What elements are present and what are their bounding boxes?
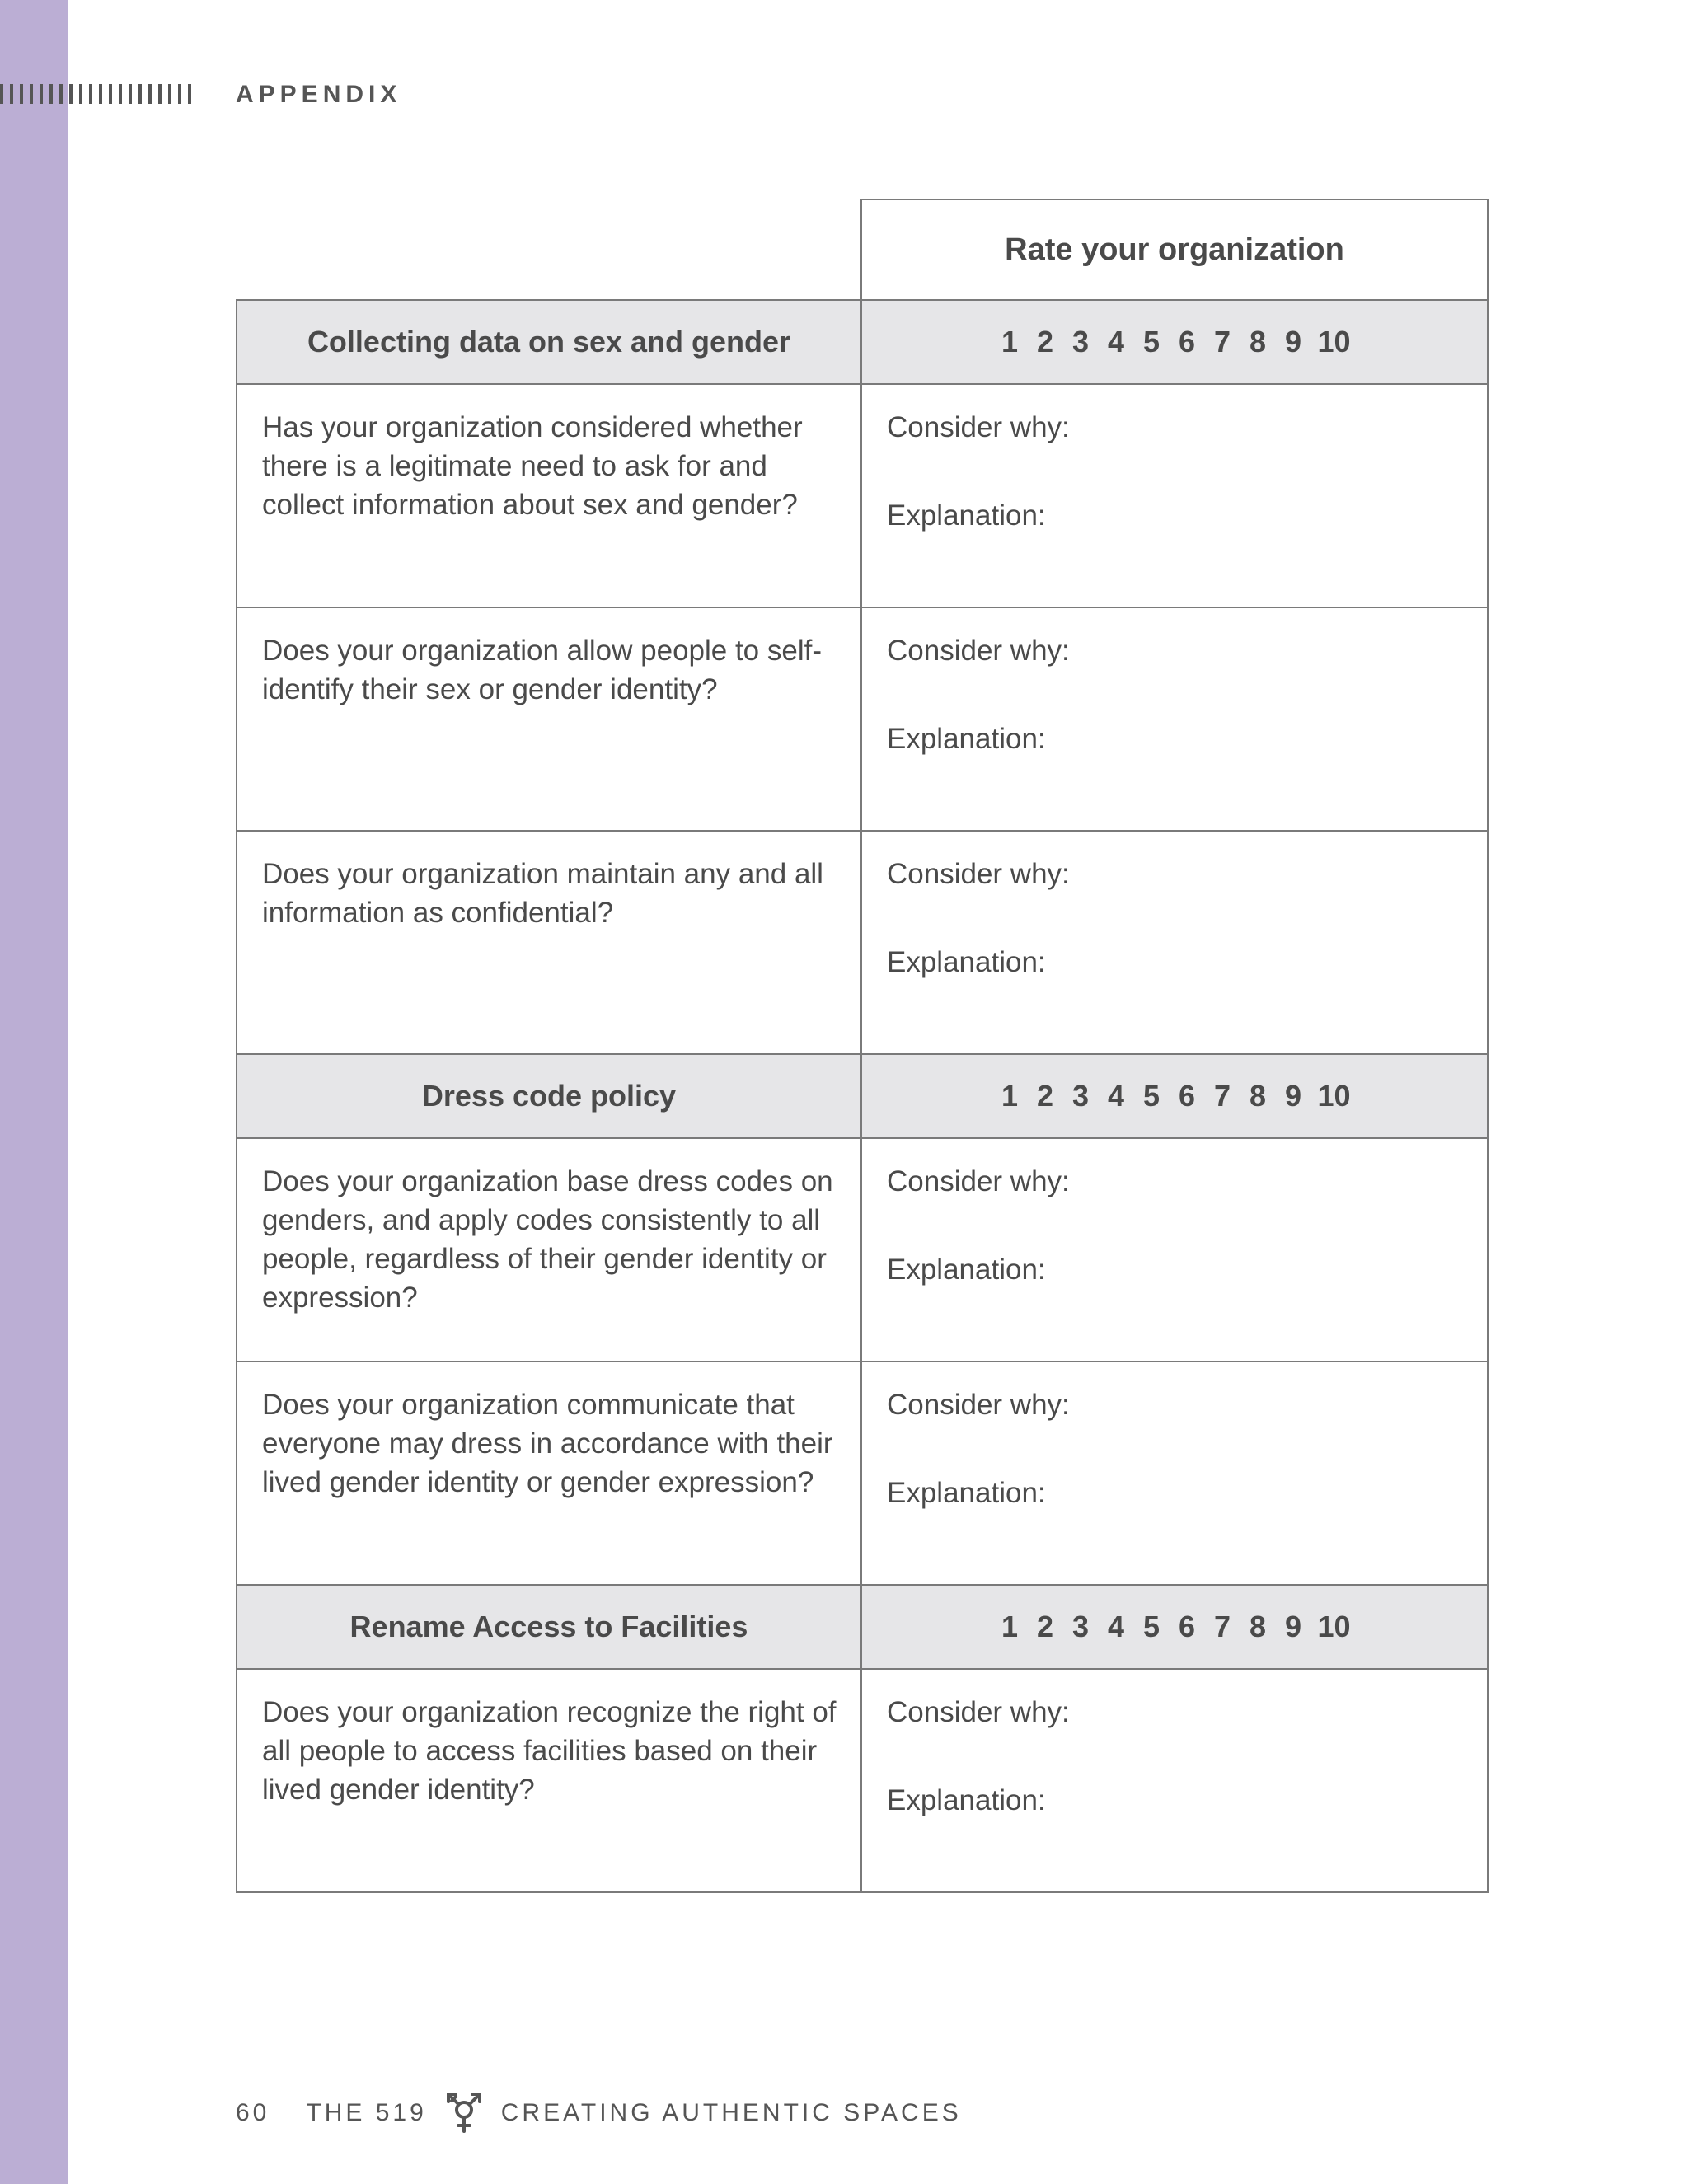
rating-option[interactable]: 2 [1036, 1079, 1054, 1113]
question-text: Does your organization maintain any and all information as confidential? [262, 858, 823, 929]
side-accent-bar [0, 0, 68, 2184]
rating-option[interactable]: 2 [1036, 325, 1054, 359]
rating-option[interactable]: 7 [1213, 325, 1231, 359]
rating-option[interactable]: 6 [1178, 325, 1196, 359]
blank-header-cell [236, 199, 860, 299]
header-tick-marks [0, 84, 199, 104]
question-text: Does your organization communicate that everyone may dress in accordance with their lived gender identity or gender expression? [262, 1389, 833, 1498]
question-row [236, 1361, 1489, 1584]
section-header [236, 1584, 1489, 1668]
rating-scale [992, 325, 1357, 359]
page-number: 60 [236, 2099, 270, 2126]
rating-option[interactable]: 9 [1284, 1079, 1302, 1113]
table-bottom-border [236, 1891, 1489, 1893]
rating-option[interactable]: 5 [1142, 1079, 1160, 1113]
rating-option[interactable]: 6 [1178, 1610, 1196, 1643]
self-assessment-table [236, 199, 1489, 1893]
rating-scale [992, 1610, 1357, 1644]
rating-option[interactable]: 3 [1071, 1079, 1090, 1113]
explanation-field[interactable]: Explanation: [887, 1784, 1046, 1816]
rating-option[interactable]: 5 [1142, 325, 1160, 359]
question-row [236, 1668, 1489, 1891]
rating-option[interactable]: 10 [1317, 325, 1351, 359]
rating-option[interactable]: 8 [1249, 1079, 1267, 1113]
section-header [236, 1053, 1489, 1137]
question-row [236, 607, 1489, 830]
rating-option[interactable]: 1 [1001, 325, 1019, 359]
transgender-symbol-icon [445, 2092, 483, 2135]
rating-option[interactable]: 9 [1284, 1610, 1302, 1643]
explanation-field[interactable]: Explanation: [887, 723, 1046, 755]
rating-option[interactable]: 7 [1213, 1079, 1231, 1113]
section-title: Dress code policy [421, 1079, 677, 1113]
rating-option[interactable]: 1 [1001, 1610, 1019, 1643]
rating-option[interactable]: 1 [1001, 1079, 1019, 1113]
explanation-field[interactable]: Explanation: [887, 1254, 1046, 1286]
rating-option[interactable]: 10 [1317, 1610, 1351, 1643]
rating-option[interactable]: 7 [1213, 1610, 1231, 1643]
explanation-field[interactable]: Explanation: [887, 946, 1046, 978]
question-text: Has your organization considered whether there is a legitimate need to ask for and collect information about sex and gender? [262, 411, 803, 521]
rating-option[interactable]: 4 [1107, 1610, 1125, 1643]
rating-option[interactable]: 3 [1071, 325, 1090, 359]
rating-option[interactable]: 4 [1107, 325, 1125, 359]
consider-why-field[interactable]: Consider why: [887, 858, 1070, 890]
section-header [236, 299, 1489, 383]
rating-option[interactable]: 8 [1249, 325, 1267, 359]
section-label: APPENDIX [236, 81, 402, 108]
question-row [236, 1137, 1489, 1361]
question-text: Does your organization recognize the right of all people to access facilities based on their lived gender identity? [262, 1696, 837, 1806]
page-footer [236, 2092, 962, 2135]
explanation-field[interactable]: Explanation: [887, 1477, 1046, 1509]
rate-header: Rate your organization [860, 199, 1489, 299]
consider-why-field[interactable]: Consider why: [887, 1389, 1070, 1421]
section-title: Collecting data on sex and gender [307, 325, 791, 359]
rating-option[interactable]: 2 [1036, 1610, 1054, 1643]
rating-option[interactable]: 9 [1284, 325, 1302, 359]
rating-option[interactable]: 4 [1107, 1079, 1125, 1113]
rating-option[interactable]: 3 [1071, 1610, 1090, 1643]
organization-name: THE 519 [306, 2099, 427, 2126]
rating-option[interactable]: 10 [1317, 1079, 1351, 1113]
question-text: Does your organization base dress codes on genders, and apply codes consistently to all people, regardless of their gender identity or expression? [262, 1165, 833, 1314]
publication-title: CREATING AUTHENTIC SPACES [500, 2099, 962, 2126]
section-title: Rename Access to Facilities [349, 1610, 748, 1643]
consider-why-field[interactable]: Consider why: [887, 411, 1070, 443]
rating-scale [992, 1079, 1357, 1113]
explanation-field[interactable]: Explanation: [887, 499, 1046, 532]
rating-option[interactable]: 8 [1249, 1610, 1267, 1643]
consider-why-field[interactable]: Consider why: [887, 635, 1070, 667]
question-text: Does your organization allow people to self-identify their sex or gender identity? [262, 635, 822, 705]
rating-option[interactable]: 5 [1142, 1610, 1160, 1643]
question-row [236, 383, 1489, 607]
rating-option[interactable]: 6 [1178, 1079, 1196, 1113]
consider-why-field[interactable]: Consider why: [887, 1696, 1070, 1728]
consider-why-field[interactable]: Consider why: [887, 1165, 1070, 1197]
table-top-header [236, 199, 1489, 299]
question-row [236, 830, 1489, 1053]
